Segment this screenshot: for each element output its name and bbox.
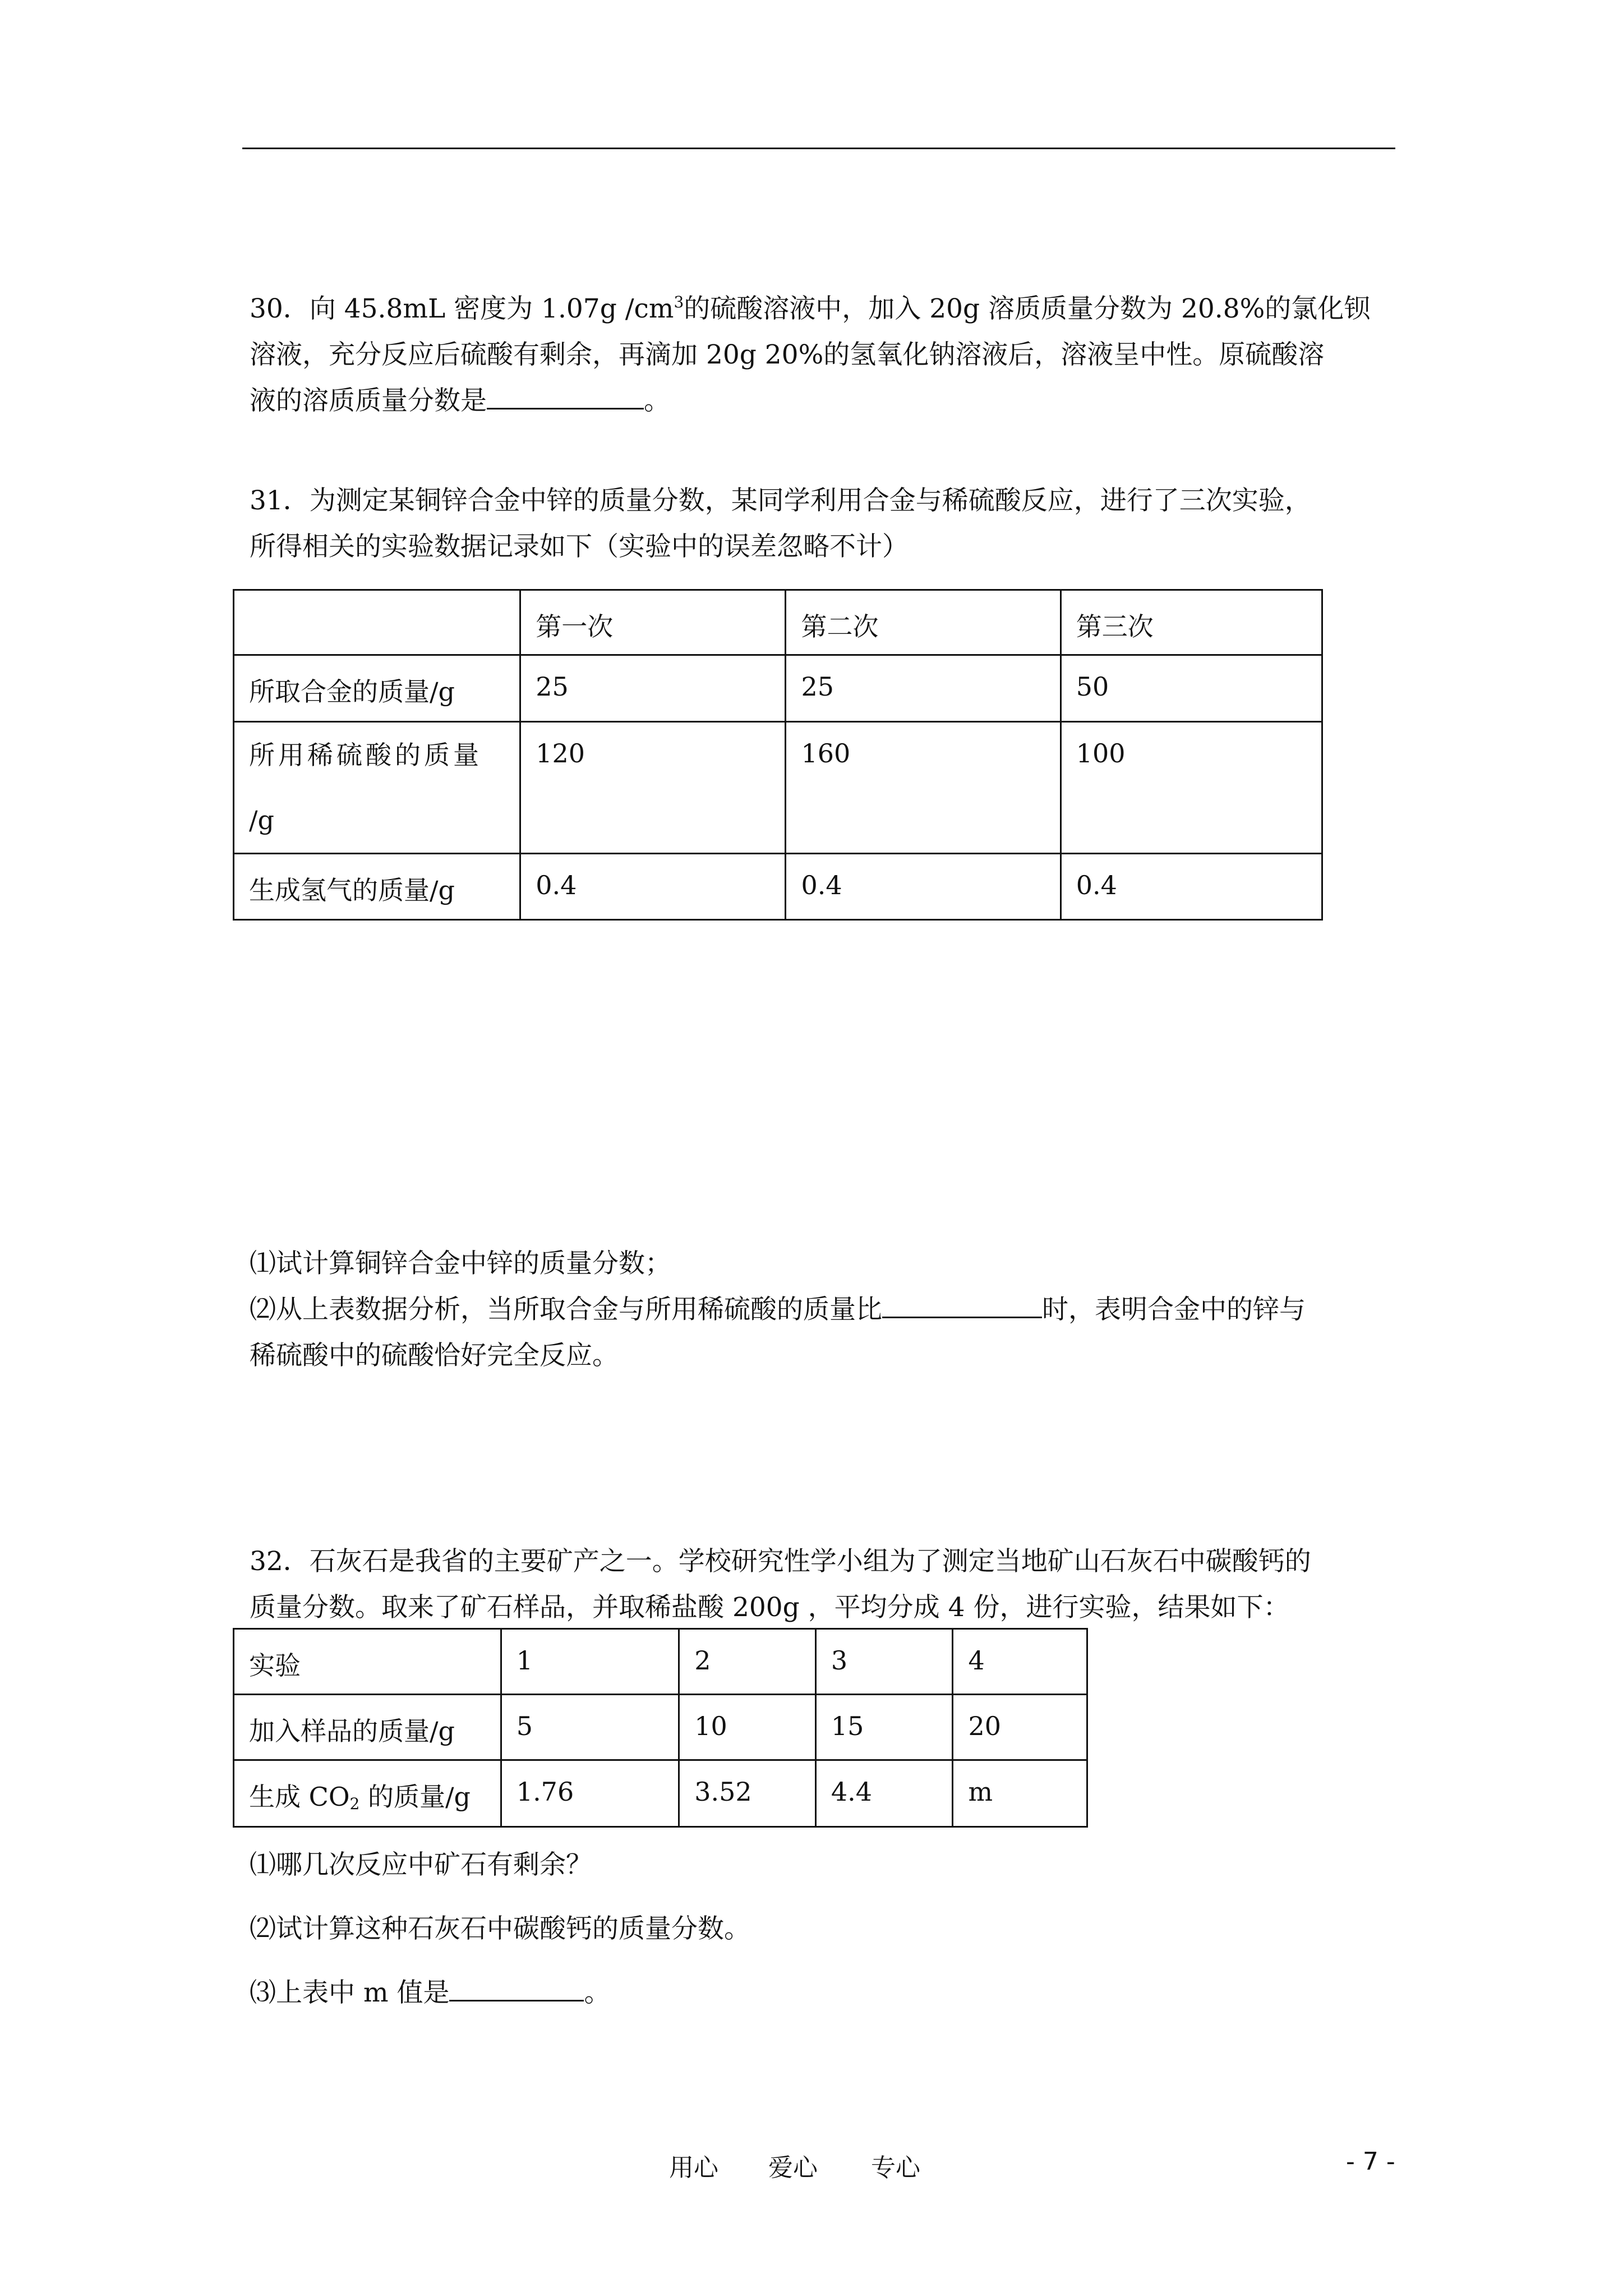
table-row — [234, 1695, 1087, 1760]
cell-line: 所用稀硫酸的质量 — [249, 740, 482, 770]
question-30 — [250, 286, 1396, 424]
cell-text: 的质量/g — [359, 1782, 471, 1812]
footer-left: 用心 — [669, 2154, 718, 2182]
table-row — [234, 590, 1322, 655]
table-row — [234, 655, 1322, 722]
table-cell: 3.52 — [679, 1760, 816, 1827]
page-number: - 7 - — [1346, 2147, 1395, 2176]
table-header: 3 — [815, 1629, 953, 1695]
table-cell: 120 — [520, 722, 786, 854]
table-header: 第二次 — [786, 590, 1061, 655]
header-rule — [242, 148, 1395, 149]
table-cell: 所取合金的质量/g — [234, 655, 520, 722]
q31-sub-2 — [250, 1287, 1396, 1333]
footer-middle: 爱心 — [768, 2154, 818, 2182]
table-header: 实验 — [234, 1629, 501, 1695]
q30-text: 的硫酸溶液中，加入 20g 溶质质量分数为 20.8%的氯化钡 — [684, 293, 1371, 324]
table-cell: 4.4 — [815, 1760, 953, 1827]
q31-sub-3: 稀硫酸中的硫酸恰好完全反应。 — [250, 1340, 619, 1371]
table-header: 1 — [501, 1629, 679, 1695]
q32-sub-2: ⑵试计算这种石灰石中碳酸钙的质量分数。 — [250, 1913, 750, 1944]
cell-line: /g — [249, 805, 274, 835]
question-32-subparts — [250, 1833, 1396, 2025]
question-31-subparts — [250, 1241, 1396, 1379]
table-cell: 0.4 — [1061, 854, 1322, 920]
q32-text: 。 — [584, 1977, 611, 2008]
table-header: 第三次 — [1061, 590, 1322, 655]
table-cell — [234, 590, 520, 655]
q32-sub-3 — [250, 1961, 1396, 2025]
answer-blank[interactable] — [449, 1977, 584, 2001]
table-cell: 25 — [786, 655, 1061, 722]
table-cell: 0.4 — [520, 854, 786, 920]
question-31 — [250, 478, 1396, 570]
table-cell: 1.76 — [501, 1760, 679, 1827]
q30-text: 。 — [644, 385, 670, 416]
q31-line-2: 所得相关的实验数据记录如下（实验中的误差忽略不计） — [250, 531, 909, 562]
table-cell: 5 — [501, 1695, 679, 1760]
table-cell: 100 — [1061, 722, 1322, 854]
table-cell — [234, 722, 520, 854]
table-header: 第一次 — [520, 590, 786, 655]
q30-text: 液的溶质质量分数是 — [250, 385, 487, 416]
table-cell: 生成氢气的质量/g — [234, 854, 520, 920]
q32-line-2: 质量分数。取来了矿石样品，并取稀盐酸 200g ，平均分成 4 份，进行实验，结果如下： — [250, 1592, 1290, 1623]
q30-text: 30．向 45.8mL 密度为 1.07g /cm — [250, 293, 674, 324]
table-cell: 20 — [953, 1695, 1087, 1760]
table-cell: 加入样品的质量/g — [234, 1695, 501, 1760]
table-row — [234, 722, 1322, 854]
table-cell: m — [953, 1760, 1087, 1827]
table-cell: 160 — [786, 722, 1061, 854]
q30-line-2: 溶液，充分反应后硫酸有剩余，再滴加 20g 20%的氢氧化钠溶液后，溶液呈中性。原硫酸溶 — [250, 339, 1325, 370]
table-limestone-experiments — [233, 1628, 1088, 1828]
table-row — [234, 1629, 1087, 1695]
cell-text: 生成 CO — [249, 1782, 350, 1812]
q30-line-1 — [250, 286, 1396, 332]
table-header: 2 — [679, 1629, 816, 1695]
q31-text: ⑵从上表数据分析，当所取合金与所用稀硫酸的质量比 — [250, 1294, 882, 1325]
q31-line-1: 31．为测定某铜锌合金中锌的质量分数，某同学利用合金与稀硫酸反应，进行了三次实验， — [250, 485, 1311, 516]
q32-sub-1: ⑴哪几次反应中矿石有剩余？ — [250, 1849, 592, 1880]
table-cell: 25 — [520, 655, 786, 722]
table-alloy-experiments — [233, 589, 1323, 921]
table-cell — [234, 1760, 501, 1827]
q31-text: 时，表明合金中的锌与 — [1042, 1294, 1306, 1325]
subscript: 2 — [349, 1795, 360, 1813]
table-cell: 0.4 — [786, 854, 1061, 920]
answer-blank[interactable] — [882, 1294, 1042, 1318]
answer-blank[interactable] — [487, 385, 644, 409]
table-cell: 10 — [679, 1695, 816, 1760]
q32-line-1: 32．石灰石是我省的主要矿产之一。学校研究性学小组为了测定当地矿山石灰石中碳酸钙的 — [250, 1546, 1311, 1577]
question-32 — [250, 1539, 1396, 1631]
table-row — [234, 854, 1322, 920]
q31-sub-1: ⑴试计算铜锌合金中锌的质量分数； — [250, 1248, 671, 1279]
q32-text: ⑶上表中 m 值是 — [250, 1977, 450, 2008]
table-header: 4 — [953, 1629, 1087, 1695]
table-cell: 15 — [815, 1695, 953, 1760]
q30-line-3 — [250, 378, 1396, 424]
table-cell: 50 — [1061, 655, 1322, 722]
footer-right: 专心 — [871, 2154, 920, 2182]
superscript: 3 — [674, 293, 684, 311]
table-row — [234, 1760, 1087, 1827]
